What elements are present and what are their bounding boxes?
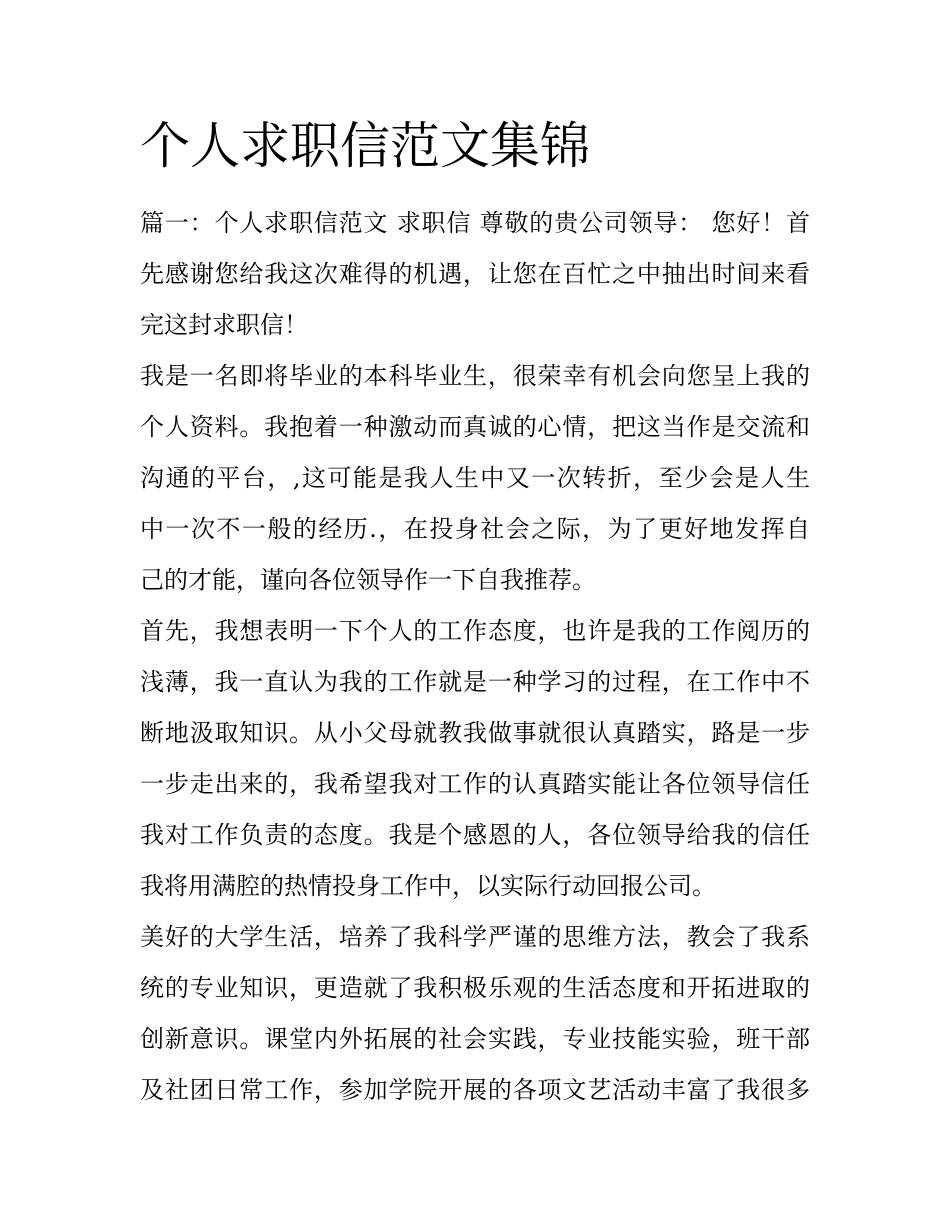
text-line: 己的才能，谨向各位领导作一下自我推荐。 [140,566,596,594]
text-line: 我将用满腔的热情投身工作中，以实际行动回报公司。 [140,872,716,900]
document-title: 个人求职信范文集锦 [140,117,590,175]
text-line: 浅薄，我一直认为我的工作就是一种学习的过程，在工作中不 [140,668,810,696]
text-line: 我是一名即将毕业的本科毕业生，很荣幸有机会向您呈上我的 [140,362,810,390]
text-line: 我对工作负责的态度。我是个感恩的人，各位领导给我的信任 [140,821,810,849]
text-line: 个人资料。我抱着一种激动而真诚的心情，把这当作是交流和 [140,413,810,441]
text-line: 完这封求职信！ [140,311,308,339]
text-line: 美好的大学生活，培养了我科学严谨的思维方法，教会了我系 [140,923,810,951]
text-line: 断地汲取知识。从小父母就教我做事就很认真踏实，路是一步 [140,719,810,747]
text-line: 首先，我想表明一下个人的工作态度，也许是我的工作阅历的 [140,617,810,645]
text-line: 篇一：个人求职信范文 求职信 尊敬的贵公司领导： 您好！首 [140,209,810,237]
text-line: 一步走出来的，我希望我对工作的认真踏实能让各位领导信任 [140,770,810,798]
text-line: 统的专业知识，更造就了我积极乐观的生活态度和开拓进取的 [140,974,810,1002]
text-line: 及社团日常工作，参加学院开展的各项文艺活动丰富了我很多 [140,1076,810,1104]
text-line: 中一次不一般的经历.，在投身社会之际，为了更好地发挥自 [140,515,810,543]
text-line: 创新意识。课堂内外拓展的社会实践，专业技能实验，班干部 [140,1025,810,1053]
text-line: 沟通的平台，,这可能是我人生中又一次转折，至少会是人生 [140,464,810,492]
text-line: 先感谢您给我这次难得的机遇，让您在百忙之中抽出时间来看 [140,260,810,288]
